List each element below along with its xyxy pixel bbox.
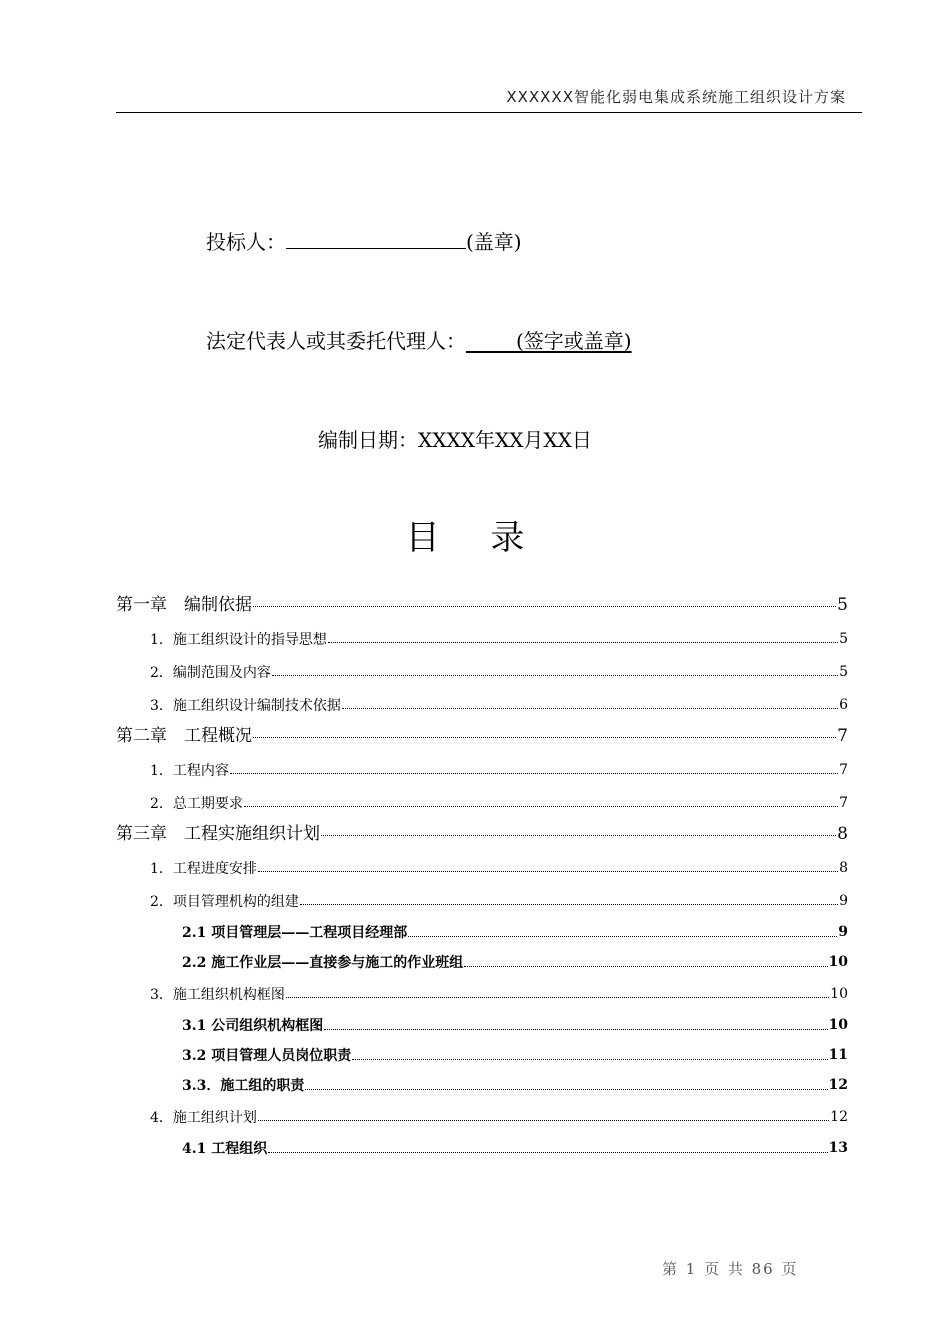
toc-entry-page: 5: [837, 595, 848, 615]
toc-leader-dots: [253, 737, 836, 738]
toc-entry-page: 8: [839, 859, 848, 876]
toc-entry-page: 12: [828, 1077, 848, 1093]
toc-entry[interactable]: [116, 851, 848, 884]
toc-entry[interactable]: [116, 622, 848, 655]
bidder-blank: [286, 228, 466, 249]
toc-entry-text: 1．工程内容: [150, 762, 229, 779]
toc-entry-page: 5: [839, 663, 848, 680]
toc-entry[interactable]: [116, 1070, 848, 1100]
toc-entry-page: 13: [828, 1140, 848, 1156]
toc-entry-page: 10: [830, 985, 848, 1002]
toc-entry[interactable]: [116, 655, 848, 688]
toc-entry-page: 7: [837, 726, 848, 746]
toc-entry-text: 4．施工组织计划: [150, 1109, 257, 1126]
toc-entry-text: 2.2 施工作业层——直接参与施工的作业班组: [182, 955, 464, 971]
toc-leader-dots: [300, 904, 838, 905]
toc-entry-text: 2.1 项目管理层——工程项目经理部: [182, 925, 408, 941]
toc-entry[interactable]: [116, 721, 848, 753]
compile-date: 编制日期：XXXX年XX月XX日: [318, 428, 592, 452]
toc-entry-page: 8: [837, 824, 848, 844]
header-divider: [116, 112, 862, 113]
toc-entry[interactable]: [116, 884, 848, 917]
toc-entry-page: 7: [839, 761, 848, 778]
toc-entry[interactable]: [116, 590, 848, 622]
toc-entry-text: 2．总工期要求: [150, 795, 243, 812]
toc-entry-page: 12: [830, 1108, 848, 1125]
toc-entry-page: 9: [838, 924, 848, 940]
representative-line: [206, 325, 632, 354]
toc-leader-dots: [258, 1120, 829, 1121]
toc-entry-page: 5: [839, 630, 848, 647]
running-header-title: XXXXXX智能化弱电集成系统施工组织设计方案: [506, 88, 846, 106]
toc-entry-text: 3．施工组织设计编制技术依据: [150, 697, 341, 714]
toc-leader-dots: [286, 997, 829, 998]
toc-leader-dots: [244, 806, 838, 807]
toc-leader-dots: [305, 1089, 827, 1090]
toc-entry[interactable]: [116, 1040, 848, 1070]
toc-entry-text: 1．施工组织设计的指导思想: [150, 631, 327, 648]
toc-entry-page: 10: [828, 954, 848, 970]
toc-leader-dots: [321, 835, 836, 836]
toc-entry[interactable]: [116, 947, 848, 977]
bidder-seal-note: (盖章): [466, 230, 522, 254]
toc-leader-dots: [408, 936, 837, 937]
toc-leader-dots: [328, 642, 838, 643]
toc-leader-dots: [324, 1029, 827, 1030]
toc-leader-dots: [352, 1059, 827, 1060]
toc-entry[interactable]: [116, 917, 848, 947]
toc-entry-text: 第二章 工程概况: [116, 726, 252, 746]
toc-entry[interactable]: [116, 977, 848, 1010]
toc-entry-text: 2．编制范围及内容: [150, 664, 271, 681]
toc-entry-text: 3.3．施工组的职责: [182, 1078, 305, 1094]
toc-entry[interactable]: [116, 786, 848, 819]
representative-sign-note: (签字或盖章): [516, 329, 632, 353]
page-footer: 第 1 页 共 86 页: [662, 1260, 799, 1278]
toc-entry-text: 1．工程进度安排: [150, 860, 257, 877]
toc-leader-dots: [464, 966, 827, 967]
toc-entry-text: 3．施工组织机构框图: [150, 986, 285, 1003]
toc-leader-dots: [268, 1152, 827, 1153]
toc-entry-text: 第三章 工程实施组织计划: [116, 824, 320, 844]
toc-entry[interactable]: [116, 1133, 848, 1163]
toc-entry[interactable]: [116, 1100, 848, 1133]
toc-leader-dots: [272, 675, 838, 676]
toc-leader-dots: [342, 708, 838, 709]
toc-entry-text: 4.1 工程组织: [182, 1141, 268, 1157]
toc-entry-page: 6: [839, 696, 848, 713]
toc-title: 目 录: [405, 518, 545, 558]
toc-entry-page: 11: [828, 1047, 848, 1063]
toc-leader-dots: [230, 773, 838, 774]
toc-entry[interactable]: [116, 753, 848, 786]
table-of-contents: [116, 590, 848, 1163]
toc-entry-page: 7: [839, 794, 848, 811]
bidder-line: [206, 226, 522, 255]
toc-entry[interactable]: [116, 819, 848, 851]
toc-entry[interactable]: [116, 688, 848, 721]
toc-entry-text: 第一章 编制依据: [116, 595, 252, 615]
toc-leader-dots: [258, 871, 838, 872]
toc-entry-text: 3.2 项目管理人员岗位职责: [182, 1048, 352, 1064]
representative-label: 法定代表人或其委托代理人：: [206, 329, 466, 353]
toc-leader-dots: [253, 606, 836, 607]
toc-entry-text: 3.1 公司组织机构框图: [182, 1018, 324, 1034]
toc-entry[interactable]: [116, 1010, 848, 1040]
toc-entry-page: 9: [839, 892, 848, 909]
toc-entry-text: 2．项目管理机构的组建: [150, 893, 299, 910]
bidder-label: 投标人：: [206, 230, 286, 254]
toc-entry-page: 10: [828, 1017, 848, 1033]
